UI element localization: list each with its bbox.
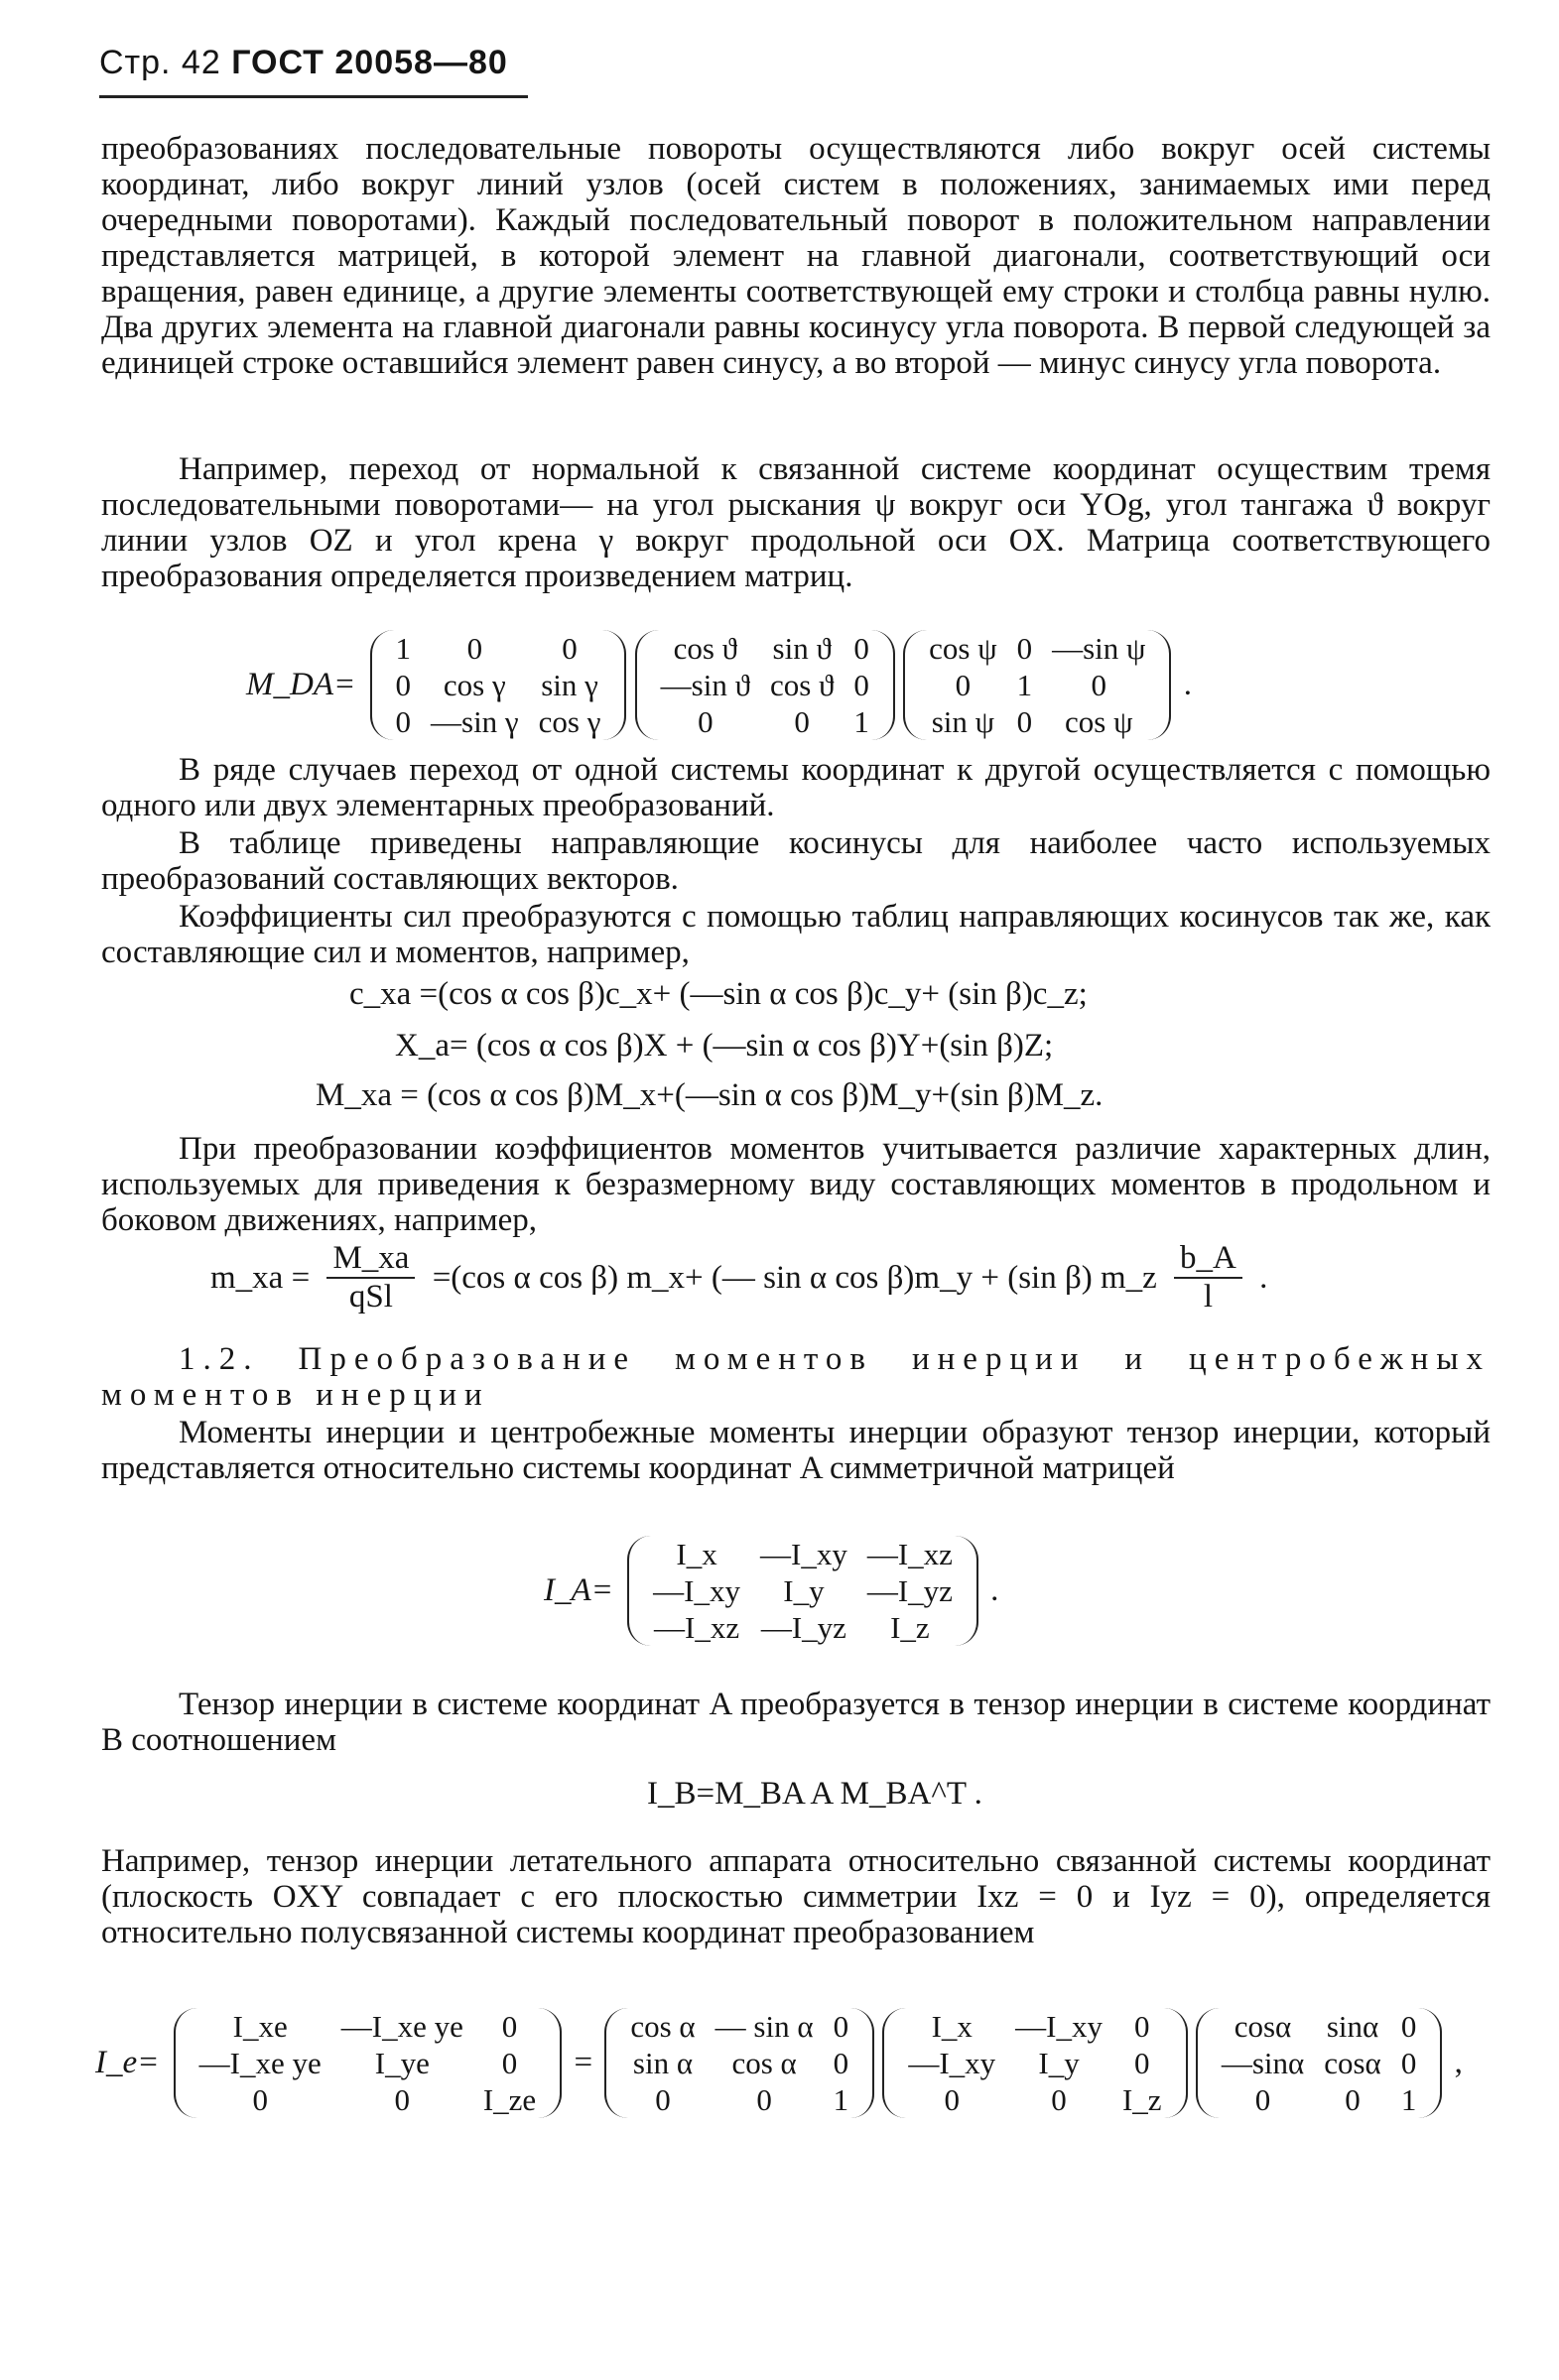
matrix-cell: I_z — [1121, 2082, 1162, 2117]
matrix-cell: —I_xz — [866, 1537, 953, 1571]
paragraph-aircraft — [101, 1843, 1491, 1950]
matrix-row — [1212, 2008, 1427, 2045]
matrix-cell: I_z — [890, 1610, 930, 1645]
matrix-cell: 0 — [794, 704, 810, 739]
heading-text: 1.2. Преобразование моментов инерции и центробежных моментов инерции — [101, 1341, 1491, 1413]
matrix-alpha-transpose — [1196, 2008, 1443, 2118]
matrix-row — [620, 2045, 858, 2081]
matrix-cell: 0 — [853, 668, 869, 702]
formula-mda — [246, 630, 1196, 740]
matrix-cell: I_ye — [374, 2046, 430, 2080]
equation-text: M_xa = (cos α cos β)M_x+(—sin α cos β)M_y+(sin β)M_z. — [316, 1077, 1104, 1113]
matrix-cell: cos γ — [538, 704, 601, 739]
matrix-row — [651, 630, 879, 667]
paragraph-transform — [101, 1687, 1491, 1758]
paragraph-text: Коэффициенты сил преобразуются с помощью таблиц направляющих косинусов так же, как составляющие сил и моментов, например, — [101, 899, 1491, 970]
formula-end: . — [990, 1572, 999, 1608]
matrix-row — [643, 1609, 963, 1646]
matrix-alpha — [604, 2008, 874, 2118]
matrix-inertia-e — [174, 2008, 563, 2118]
matrix-row — [643, 1536, 963, 1572]
matrix-cell: —I_xe ye — [198, 2046, 322, 2080]
matrix-row — [1212, 2045, 1427, 2081]
matrix-cell: 0 — [1091, 668, 1107, 702]
equation-text: I_B=M_BA A M_BA^T . — [647, 1776, 982, 1812]
fraction-numerator: b_A — [1174, 1240, 1242, 1279]
matrix-cell: 0 — [756, 2082, 772, 2117]
matrix-row — [1212, 2081, 1427, 2118]
matrix-cell: cos α — [630, 2009, 696, 2044]
matrix-row — [643, 1572, 963, 1609]
matrix-cell: cosα — [1324, 2046, 1381, 2080]
matrix-cell: —I_yz — [760, 1610, 846, 1645]
formula-label: I_A= — [544, 1572, 613, 1608]
matrix-row — [620, 2008, 858, 2045]
matrix-cell: —sinα — [1221, 2046, 1305, 2080]
matrix-cell: 0 — [394, 2082, 411, 2117]
paragraph-text: Тензор инерции в системе координат A преобразуется в тензор инерции в системе координат B соотношением — [101, 1687, 1491, 1758]
matrix-cell: 0 — [1345, 2082, 1361, 2117]
matrix-cell: 1 — [853, 704, 869, 739]
matrix-cell: 0 — [562, 631, 578, 666]
matrix-cell: 0 — [1400, 2046, 1417, 2080]
matrix-cell: cosα — [1234, 2009, 1292, 2044]
paragraph-rotations — [101, 131, 1491, 381]
paragraph-text: При преобразовании коэффициентов моментов учитывается различие характерных длин, используемых для приведения к безразмерному виду составляющих моментов в продольном и боковом движениях, например, — [101, 1131, 1491, 1238]
matrix-cell: cos ψ — [929, 631, 997, 666]
matrix-cell: —sin ϑ — [660, 668, 750, 702]
matrix-cell: —sin ψ — [1052, 631, 1146, 666]
matrix-cell: —I_xy — [760, 1537, 847, 1571]
matrix-row — [898, 2081, 1171, 2118]
matrix-cell: —I_xz — [654, 1610, 740, 1645]
formula-label: M_DA= — [246, 667, 356, 702]
matrix-inertia-a — [627, 1536, 978, 1646]
paragraph-moments — [101, 1131, 1491, 1238]
matrix-cell: 0 — [1400, 2009, 1417, 2044]
matrix-cell: —I_xy — [1015, 2009, 1103, 2044]
matrix-cell: 0 — [955, 668, 972, 702]
matrix-row — [651, 703, 879, 740]
matrix-cell: 0 — [1051, 2082, 1067, 2117]
paragraph-text: В ряде случаев переход от одной системы координат к другой осуществляется с помощью одного или двух элементарных преобразований. — [101, 752, 1491, 823]
matrix-cell: 0 — [833, 2009, 849, 2044]
formula-m — [206, 1240, 1271, 1315]
formula-ie — [95, 2008, 1467, 2118]
paragraph-text: Например, тензор инерции летательного аппарата относительно связанной системы координат (плоскость OXY совпадает с его плоскостью симметрии Ixz = 0 и Iyz = 0), определяется относительно полусвязанной системы координат преобразованием — [101, 1843, 1491, 1950]
equals-sign: = — [574, 2045, 593, 2080]
matrix-cell: cos α — [731, 2046, 797, 2080]
paragraph-cases — [101, 752, 1491, 823]
matrix-row — [190, 2081, 547, 2118]
fraction — [1174, 1240, 1242, 1315]
matrix-row — [919, 703, 1155, 740]
fraction-denominator: l — [1203, 1279, 1214, 1315]
matrix-cell: 0 — [395, 704, 411, 739]
matrix-cell: cos ψ — [1065, 704, 1133, 739]
matrix-row — [386, 667, 611, 703]
matrix-cell: 1 — [833, 2082, 849, 2117]
matrix-cell: cos ϑ — [673, 631, 738, 666]
matrix-cell: I_ze — [482, 2082, 537, 2117]
matrix-cell: I_x — [931, 2009, 973, 2044]
matrix-gamma — [370, 630, 627, 740]
matrix-cell: 0 — [944, 2082, 960, 2117]
header-underline — [99, 95, 528, 98]
matrix-row — [386, 703, 611, 740]
matrix-cell: 0 — [501, 2009, 518, 2044]
matrix-cell: —I_yz — [866, 1573, 953, 1608]
matrix-cell: 0 — [833, 2046, 849, 2080]
matrix-cell: 0 — [1016, 631, 1033, 666]
paragraph-table — [101, 825, 1491, 897]
matrix-psi — [903, 630, 1171, 740]
paragraph-coefficients — [101, 899, 1491, 970]
matrix-row — [898, 2008, 1171, 2045]
matrix-cell: 0 — [853, 631, 869, 666]
matrix-cell: sinα — [1326, 2009, 1379, 2044]
paragraph-text: Моменты инерции и центробежные моменты инерции образуют тензор инерции, который представляется относительно системы координат A симметричной матрицей — [101, 1415, 1491, 1486]
matrix-cell: sin α — [632, 2046, 694, 2080]
fraction — [326, 1240, 415, 1315]
standard-code: ГОСТ 20058—80 — [231, 44, 508, 81]
paragraph-text: В таблице приведены направляющие косинусы для наиболее часто используемых преобразований составляющих векторов. — [101, 825, 1491, 897]
equation-text: c_xa =(cos α cos β)c_x+ (—sin α cos β)c_y+ (sin β)c_z; — [349, 976, 1088, 1012]
matrix-cell: 0 — [501, 2046, 518, 2080]
matrix-row — [898, 2045, 1171, 2081]
formula-end: . — [1259, 1259, 1268, 1296]
paragraph-text: Например, переход от нормальной к связанной системе координат осуществим тремя последовательными поворотами— на угол рыскания ψ вокруг оси YOg, угол тангажа ϑ вокруг линии узлов OZ и угол крена γ вокруг продольной оси OX. Матрица соответствующего преобразования определяется произведением матриц. — [101, 451, 1491, 594]
formula-end: . — [1183, 667, 1192, 702]
formula-X — [395, 1028, 1053, 1065]
matrix-cell: 0 — [252, 2082, 268, 2117]
section-heading — [101, 1341, 1491, 1413]
matrix-cell: I_xe — [232, 2009, 288, 2044]
matrix-row — [651, 667, 879, 703]
matrix-cell: 0 — [1134, 2009, 1150, 2044]
matrix-inertia-body — [882, 2008, 1187, 2118]
page-header — [99, 44, 508, 82]
matrix-row — [620, 2081, 858, 2118]
equation-left: m_xa = — [210, 1259, 311, 1296]
matrix-cell: 1 — [1400, 2082, 1417, 2117]
matrix-cell: I_x — [676, 1537, 717, 1571]
formula-M — [316, 1077, 1103, 1114]
matrix-cell: 0 — [698, 704, 714, 739]
matrix-cell: —sin γ — [431, 704, 519, 739]
matrix-row — [190, 2008, 547, 2045]
paragraph-example — [101, 451, 1491, 594]
matrix-cell: — sin α — [715, 2009, 814, 2044]
equation-text: X_a= (cos α cos β)X + (—sin α cos β)Y+(sin β)Z; — [395, 1028, 1054, 1064]
fraction-denominator: qSl — [348, 1279, 393, 1315]
page-number-label: Стр. 42 — [99, 44, 221, 81]
matrix-cell: 0 — [466, 631, 483, 666]
matrix-row — [919, 630, 1155, 667]
matrix-cell: cos γ — [443, 668, 506, 702]
matrix-cell: sin γ — [541, 668, 598, 702]
formula-end: , — [1454, 2045, 1463, 2080]
matrix-cell: cos ϑ — [769, 668, 835, 702]
matrix-cell: 1 — [1016, 668, 1033, 702]
fraction-numerator: M_xa — [326, 1240, 415, 1279]
matrix-row — [919, 667, 1155, 703]
paragraph-tensor — [101, 1415, 1491, 1486]
matrix-row — [386, 630, 611, 667]
matrix-cell: —I_xe ye — [340, 2009, 463, 2044]
matrix-cell: I_y — [1038, 2046, 1080, 2080]
matrix-cell: 0 — [1016, 704, 1033, 739]
matrix-cell: I_y — [783, 1573, 825, 1608]
paragraph-text: преобразованиях последовательные повороты осуществляются либо вокруг осей системы координат, либо вокруг линий узлов (осей систем в положениях, занимаемых ими перед очередными поворотами). Каждый последовательный поворот в положительном направлении представляется матрицей, в которой элемент на главной диагонали, соответствующий оси вращения, равен единице, а другие элементы соответствующей ему строки и столбца равны нулю. Два других элемента на главной диагонали равны косинусу угла поворота. В первой следующей за единицей строке оставшийся элемент равен синусу, а во второй — минус синусу угла поворота. — [101, 131, 1491, 381]
matrix-cell: —I_xy — [653, 1573, 740, 1608]
matrix-cell: —I_xy — [908, 2046, 996, 2080]
matrix-cell: 0 — [1134, 2046, 1150, 2080]
formula-ia — [544, 1536, 1002, 1646]
formula-label: I_e= — [95, 2045, 160, 2080]
matrix-cell: 0 — [395, 668, 411, 702]
matrix-row — [190, 2045, 547, 2081]
formula-cx — [349, 976, 1088, 1013]
matrix-cell: 0 — [1254, 2082, 1271, 2117]
matrix-theta — [635, 630, 895, 740]
formula-ib — [647, 1776, 982, 1813]
matrix-cell: 0 — [655, 2082, 671, 2117]
matrix-cell: 1 — [395, 631, 411, 666]
matrix-cell: sin ψ — [931, 704, 995, 739]
matrix-cell: sin ϑ — [772, 631, 832, 666]
equation-middle: =(cos α cos β) m_x+ (— sin α cos β)m_y + (sin β) m_z — [432, 1259, 1157, 1296]
